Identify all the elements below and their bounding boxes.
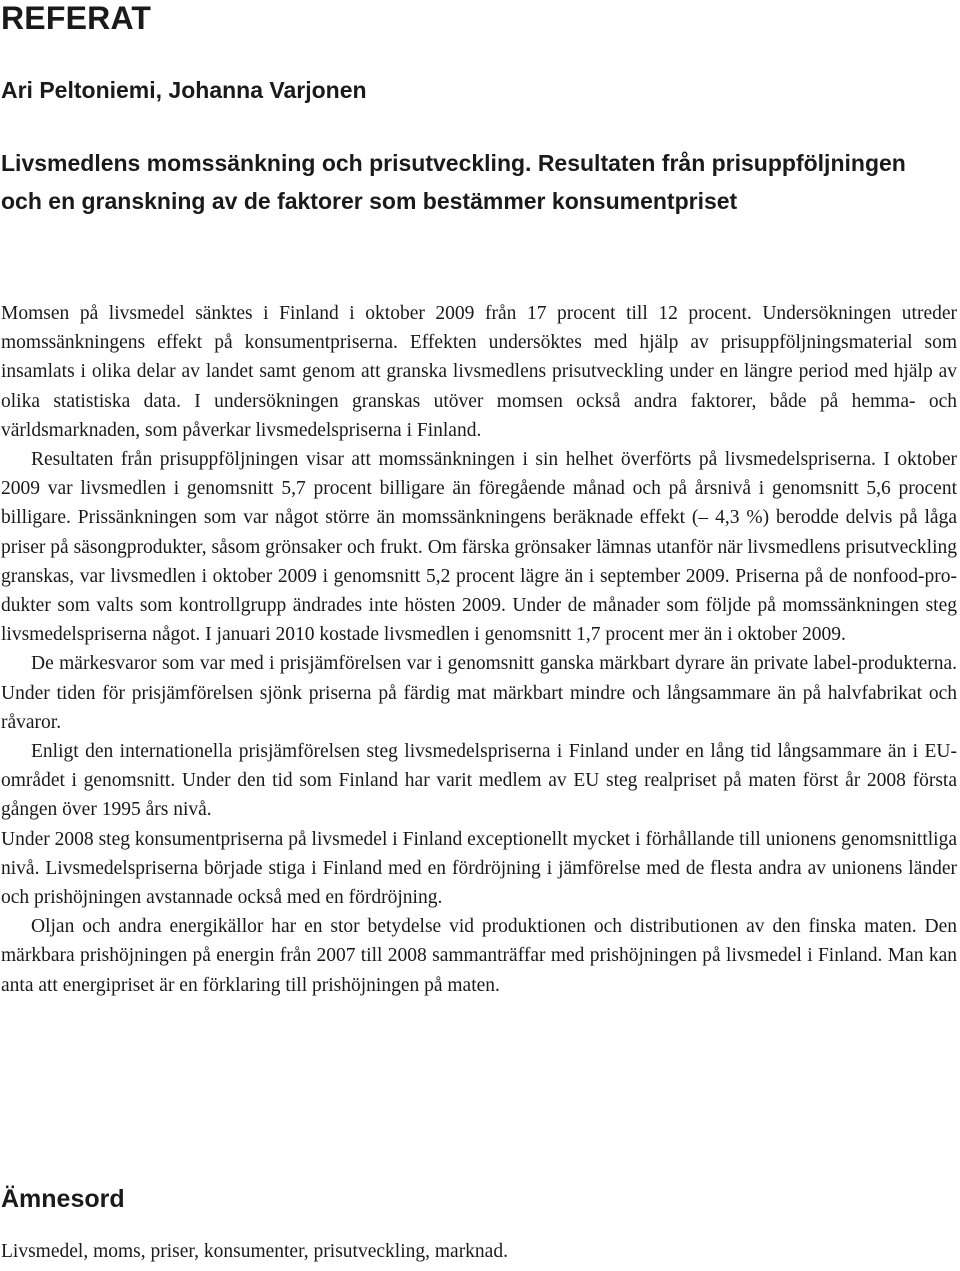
abstract-body — [1, 299, 957, 1000]
abstract-paragraph: Enligt den internationella prisjämförelsen steg livsmedelspriserna i Finland under en lång tid långsammare än i EU-området i genomsnitt. Under den tid som Finland har varit medlem av EU steg realpriset på maten först år 2008 första gången över 1995 års nivå. — [1, 741, 957, 821]
abstract-paragraph: Momsen på livsmedel sänktes i Finland i oktober 2009 från 17 procent till 12 procent. Undersökningen utreder momssänkningens effekt på konsumentpriserna. Effekten undersöktes med hjälp av prisuppföljningsmaterial som insamlats i olika delar av landet samt genom att granska livsmedlens prisutveckling under en längre period med hjälp av olika statistiska data. I undersökningen granskas utöver momsen också andra faktorer, både på hemma- och världsmarknaden, som påverkar livsmedelspriserna i Finland. — [1, 303, 957, 441]
authors: Ari Peltoniemi, Johanna Varjonen — [1, 77, 367, 103]
document-label: REFERAT — [1, 0, 152, 36]
abstract-paragraph: Oljan och andra energikällor har en stor betydelse vid produktionen och distributionen av den finska maten. Den märkbara prishöjningen på energin från 2007 till 2008 sammanträffar med prishöjningen på livsmedel i Finland. Man kan anta att energipriset är en förklaring till prishöjningen på maten. — [1, 916, 957, 996]
abstract-paragraph: De märkesvaror som var med i prisjämförelsen var i genomsnitt ganska märkbart dyrare än private label-produkterna. Under tiden för prisjämförelsen sjönk priserna på färdig mat märkbart mindre och långsammare än på halvfabrikat och råvaror. — [1, 653, 957, 733]
abstract-paragraph: Resultaten från prisuppföljningen visar att momssänkningen i sin helhet överförts på livsmedelspriserna. I oktober 2009 var livsmedlen i genomsnitt 5,7 procent billigare än föregående månad och på årsnivå i genomsnitt 5,6 procent billigare. Prissänkningen som var något större än momssänkningens beräknade effekt (– 4,3 %) berodde delvis på låga priser på säsongprodukter, såsom grönsaker och frukt. Om färska grönsaker lämnas utanför när livsmedlens prisutveckling granskas, var livsmedlen i oktober 2009 i genomsnitt 5,2 procent lägre än i september 2009. Priserna på de nonfood-produkter som valts som kontrollgrupp ändrades inte hösten 2009. Under de månader som följde på momssänkningen steg livsmedelspriserna något. I januari 2010 kostade livsmedlen i genomsnitt 1,7 procent mer än i oktober 2009. — [1, 449, 957, 646]
keywords-heading: Ämnesord — [1, 1185, 125, 1213]
report-title: Livsmedlens momssänkning och prisutveckling. Resultaten från prisuppföljningen och en granskning av de faktorer som bestämmer konsumentpriset — [1, 150, 906, 214]
abstract-paragraph: Under 2008 steg konsumentpriserna på livsmedel i Finland exceptionellt mycket i förhållande till unionens genomsnittliga nivå. Livsmedelspriserna började stiga i Finland med en fördröjning i jämförelse med de flesta andra av unionens länder och prishöjningen avstannade också med en fördröjning. — [1, 828, 957, 909]
keywords-list: Livsmedel, moms, priser, konsumenter, prisutveckling, marknad. — [1, 1241, 508, 1262]
